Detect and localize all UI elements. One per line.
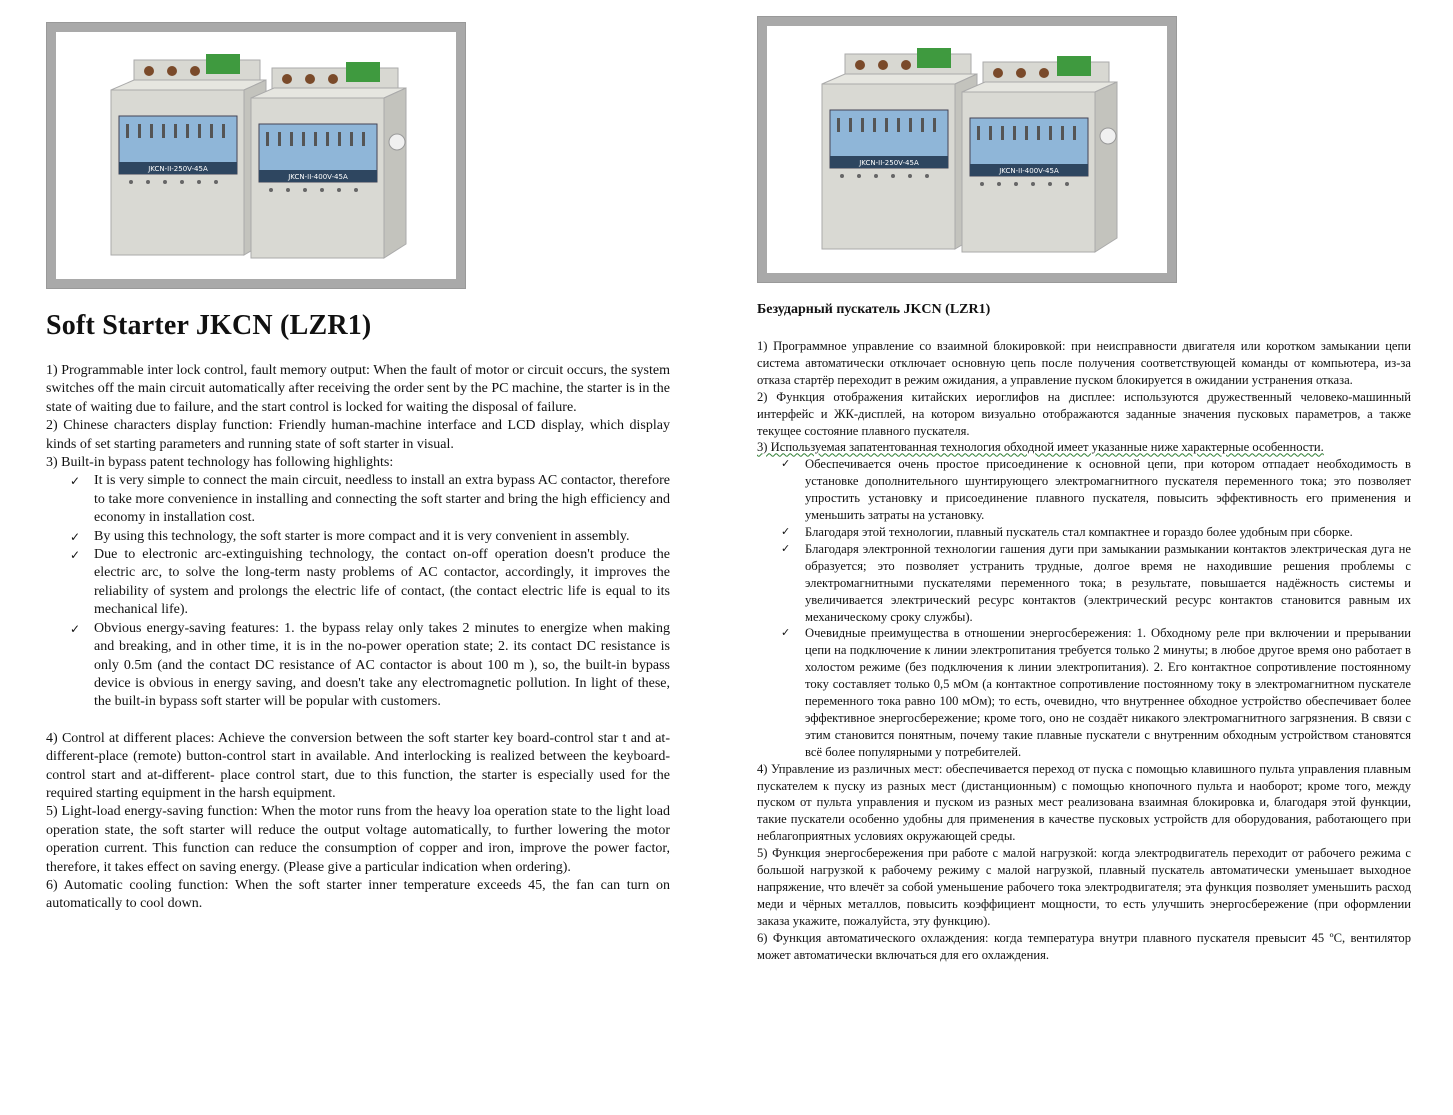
highlight-item-en: ✓ Obvious energy-saving features: 1. the bypass relay only takes 2 minutes to energize when making and breaking, and in other time, it is in the no-power operation state; 2. its contact DC resistance is only 0.5m (and the contact DC resistance of AC contactor is about 100 m ), so, the built-in bypass device is obvious in energy saving, and doesn't take any electromagnetic pollution. In light of these, the built-in bypass soft starter will be popular with customers.: [94, 620, 670, 712]
paragraph-gap: [46, 712, 670, 730]
soft-starter-image: [56, 32, 456, 279]
paragraph-1-en: 1) Programmable inter lock control, fault memory output: When the fault of motor or circuit occurs, the system switches off the main circuit automatically after receiving the order sent by the PC machine, the starter is in the state of waiting due to failure, and the start control is locked for waiting the disposal of failure.: [46, 363, 670, 415]
highlight-list-en: [46, 472, 670, 711]
highlight-list-ru: [757, 456, 1411, 760]
highlight-item-ru: ✓ Очевидные преимущества в отношении энергосбережения: 1. Обходному реле при включении и прерывании цепи на подключение к линии электропитания требуется только 2 минуты; в любое другое время оно работает в холостом режиме (без подключения к линии электропитания). 2. Его контактное сопротивление постоянному току составляет только 0,5 мОм (а контактное сопротивление постоянному току в электромагнитном пускателе переменного тока равно 100 мОм); то есть, очевидно, что внутреннее обходное устройство обеспечивает более эффективное энергосбережение; кроме того, оно не создаёт никакого электромагнитного загрязнения. В связи с этим становится понятным, почему такие плавные пускатели с внутренним обходным устройством становятся всё более популярными у потребителей.: [805, 625, 1411, 760]
body-text-ru: [757, 338, 1411, 964]
product-photo-frame-ru: [757, 16, 1177, 283]
soft-starter-image: [767, 26, 1167, 273]
product-photo-frame-en: [46, 22, 466, 289]
paragraph-5-ru: 5) Функция энергосбережения при работе с малой нагрузкой: когда электродвигатель переходит от рабочего режима с большой нагрузкой к рабочему режиму с малой нагрузкой, плавный пускатель автоматически уменьшает выходное напряжение, что влечёт за собой уменьшение рабочего тока электродвигателя; эта функция позволяет уменьшить расход меди и чёрных металлов, повысить коэффициент мощности, то есть улучшить энергосбережение (при оформлении заказа укажите, пожалуйста, эту функцию).: [757, 846, 1411, 928]
paragraph-6-ru: 6) Функция автоматического охлаждения: когда температура внутри плавного пускателя превысит 45 ºС, вентилятор может автоматически включаться для его охлаждения.: [757, 930, 1411, 962]
device-unit-2: [251, 62, 406, 258]
highlight-item-en: ✓ By using this technology, the soft starter is more compact and it is very convenient in assembly.: [94, 528, 670, 546]
body-text-en: [46, 362, 670, 914]
product-photo-ru: [767, 26, 1167, 273]
page-title-ru: Безударный пускатель JKCN (LZR1): [757, 302, 991, 317]
device-label-1: JKCN-II-250V-45A: [148, 165, 208, 173]
highlight-item-ru: ✓ Обеспечивается очень простое присоединение к основной цепи, при котором отпадает необходимость в установке дополнительного шунтирующего электромагнитного пускателя переменного тока; это позволяет упростить установку и присоединение плавного пускателя, повысить эффективность его применения и уменьшить затраты на установку.: [805, 456, 1411, 524]
product-photo-en: [56, 32, 456, 279]
paragraph-6-en: 6) Automatic cooling function: When the soft starter inner temperature exceeds 45, the fan can turn on automatically to cool down.: [46, 877, 670, 912]
paragraph-4-ru: 4) Управление из различных мест: обеспечивается переход от пуска с помощью клавишного пульта управления плавным пускателем к пуску из разных мест (дистанционным) с помощью кнопочного пульта и наоборот; кроме того, между пуском от пульта управления и пуском из разных мест реализована взаимная блокировка и, благодаря этой функции, такие пускатели особенно удобны для применения в качестве пусковых устройств для оборудования, работающего при неблагоприятных условиях окружающей среды.: [757, 761, 1411, 844]
paragraph-4-en: 4) Control at different places: Achieve the conversion between the soft starter key board-control star t and at-different-place (remote) button-control start in available. And interlocking is realized between the keyboard-control start and at-different- place control start, due to this function, the starter is especially used for the required starting equipment in the harsh equipment.: [46, 730, 670, 801]
device-label-1: JKCN-II-250V-45A: [859, 159, 919, 167]
device-label-2: JKCN-II-400V-45A: [288, 173, 348, 181]
paragraph-1-ru: 1) Программное управление со взаимной блокировкой: при неисправности двигателя или коротком замыкании цепи система автоматически отключает основную цепь после получения соответствующей команды от компьютера, из-за отказа стартёр переходит в режим ожидания, а управление пуском блокируется в ожидании устранения отказа.: [757, 339, 1411, 387]
page-title-en: Soft Starter JKCN (LZR1): [46, 310, 372, 341]
device-unit-1: [822, 48, 977, 249]
device-label-2: JKCN-II-400V-45A: [999, 167, 1059, 175]
paragraph-2-ru: 2) Функция отображения китайских иероглифов на дисплее: используются дружественный человеко-машинный интерфейс и ЖК-дисплей, на котором визуально отображаются заданные значения пусковых параметров, а также текущее состояние плавного пускателя.: [757, 389, 1411, 438]
highlight-item-en: ✓ It is very simple to connect the main circuit, needless to install an extra bypass AC contactor, therefore to take more convenience in installing and connecting the soft starter and bring the high efficiency and economy in installation cost.: [94, 472, 670, 527]
device-unit-1: [111, 54, 266, 255]
highlight-item-en: ✓ Due to electronic arc-extinguishing technology, the contact on-off operation doesn't produce the electric arc, to solve the long-term nasty problems of AC contactor, accordingly, it improves the reliability of system and prolongs the electric life of contact, (the contact electric life is equal to its mechanical life).: [94, 546, 670, 620]
paragraph-5-en: 5) Light-load energy-saving function: When the motor runs from the heavy loa operation state to the light load operation state, the soft starter will reduce the output voltage automatically, to further lowering the motor operation current. This function can reduce the consumption of copper and iron, improve the power factor, therefore, it takes effect on saving energy. (Please give a particular indication when ordering).: [46, 804, 670, 875]
highlight-item-ru: ✓ Благодаря электронной технологии гашения дуги при замыкании размыкании контактов электрическая дуга не образуется; это позволяет устранить трудные, долгое время не находившие решения проблемы с электромагнитными пускателями переменного тока; в результате, повышается надёжность системы и увеличивается электрический ресурс контактов (электрический ресурс контактов становится равным их механическому сроку службы).: [805, 541, 1411, 626]
paragraph-3-ru: 3) Используемая запатентованная технология обходной имеет указанные ниже характерные особенности.: [757, 440, 1324, 455]
device-unit-2: [962, 56, 1117, 252]
paragraph-2-en: 2) Chinese characters display function: Friendly human-machine interface and LCD display, which display kinds of set starting parameters and running state of soft starter in visual.: [46, 418, 670, 452]
highlight-item-ru: ✓ Благодаря этой технологии, плавный пускатель стал компактнее и гораздо более удобным при сборке.: [805, 524, 1411, 541]
paragraph-3-en: 3) Built-in bypass patent technology has following highlights:: [46, 455, 394, 471]
